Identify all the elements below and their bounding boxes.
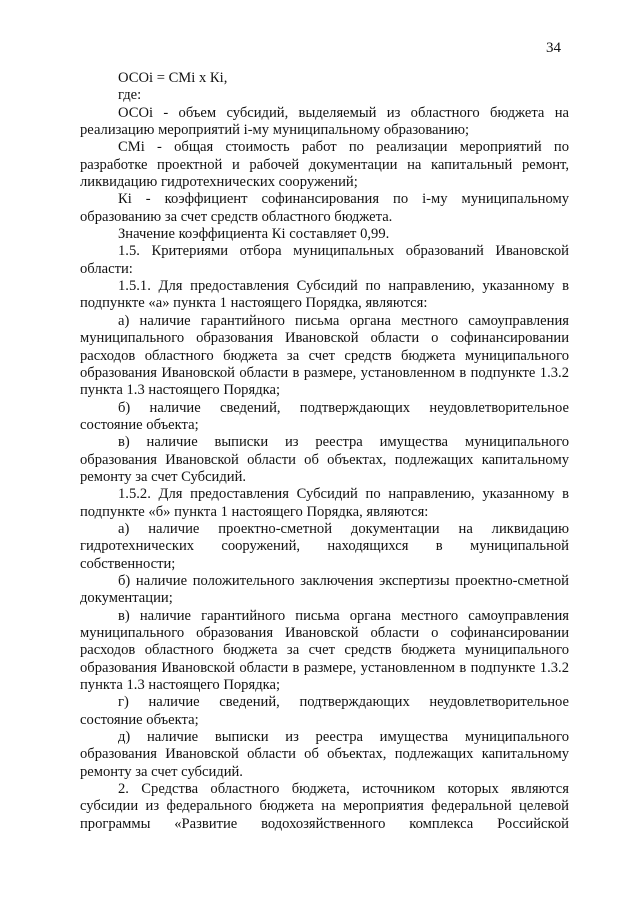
paragraph-sm-definition: СМi - общая стоимость работ по реализации мероприятий по разработке проектной и рабочей документации на капитальный ремонт, ликвидацию гидротехнических сооружений; [80, 139, 569, 191]
paragraph-1-5-1: 1.5.1. Для предоставления Субсидий по направлению, указанному в подпункте «а» пункта 1 настоящего Порядка, являются: [80, 278, 569, 312]
paragraph-where: где: [118, 87, 142, 104]
paragraph-k-value: Значение коэффициента Кi составляет 0,99. [118, 226, 390, 243]
document-body [80, 70, 569, 833]
paragraph-k-definition: Кi - коэффициент софинансирования по i-му муниципальному образованию за счет средств областного бюджета. [80, 191, 569, 225]
item-1-5-2-d: д) наличие выписки из реестра имущества муниципального образования Ивановской области об объектах, подлежащих капитальному ремонту за счет субсидий. [80, 729, 569, 780]
item-1-5-2-g: г) наличие сведений, подтверждающих неудовлетворительное состояние объекта; [80, 694, 569, 728]
item-1-5-2-b: б) наличие положительного заключения экспертизы проектно-сметной документации; [80, 572, 569, 607]
formula-line: ОСОi = СМi x Кi, [118, 70, 228, 86]
paragraph-1-5-2: 1.5.2. Для предоставления Субсидий по направлению, указанному в подпункте «б» пункта 1 настоящего Порядка, являются: [80, 486, 569, 520]
item-1-5-2-a: а) наличие проектно-сметной документации на ликвидацию гидротехнических сооружений, находящихся в муниципальной собственности; [80, 520, 569, 572]
paragraph-oso-definition: ОСОi - объем субсидий, выделяемый из областного бюджета на реализацию мероприятий i-му муниципальному образованию; [80, 104, 569, 139]
paragraph-1-5: 1.5. Критериями отбора муниципальных образований Ивановской области: [80, 243, 569, 277]
item-1-5-1-a: а) наличие гарантийного письма органа местного самоуправления муниципального образования Ивановской области о софинансировании расходов областного бюджета за счет средств бюджета муниципального образования Ивановской области в размере, установленном в подпункте 1.3.2 пункта 1.3 настоящего Порядка; [80, 312, 569, 399]
item-1-5-2-v: в) наличие гарантийного письма органа местного самоуправления муниципального образования Ивановской области о софинансировании расходов областного бюджета за счет средств бюджета муниципального образования Ивановской области в размере, установленном в подпункте 1.3.2 пункта 1.3 настоящего Порядка; [80, 607, 569, 694]
paragraph-2: 2. Средства областного бюджета, источником которых являются субсидии из федерального бюджета на мероприятия федеральной целевой программы «Развитие водохозяйственного комплекса Российской [80, 781, 569, 832]
page-number: 34 [546, 40, 561, 56]
item-1-5-1-v: в) наличие выписки из реестра имущества муниципального образования Ивановской области об объектах, подлежащих капитальному ремонту за счет Субсидий. [80, 434, 569, 485]
item-1-5-1-b: б) наличие сведений, подтверждающих неудовлетворительное состояние объекта; [80, 399, 569, 433]
